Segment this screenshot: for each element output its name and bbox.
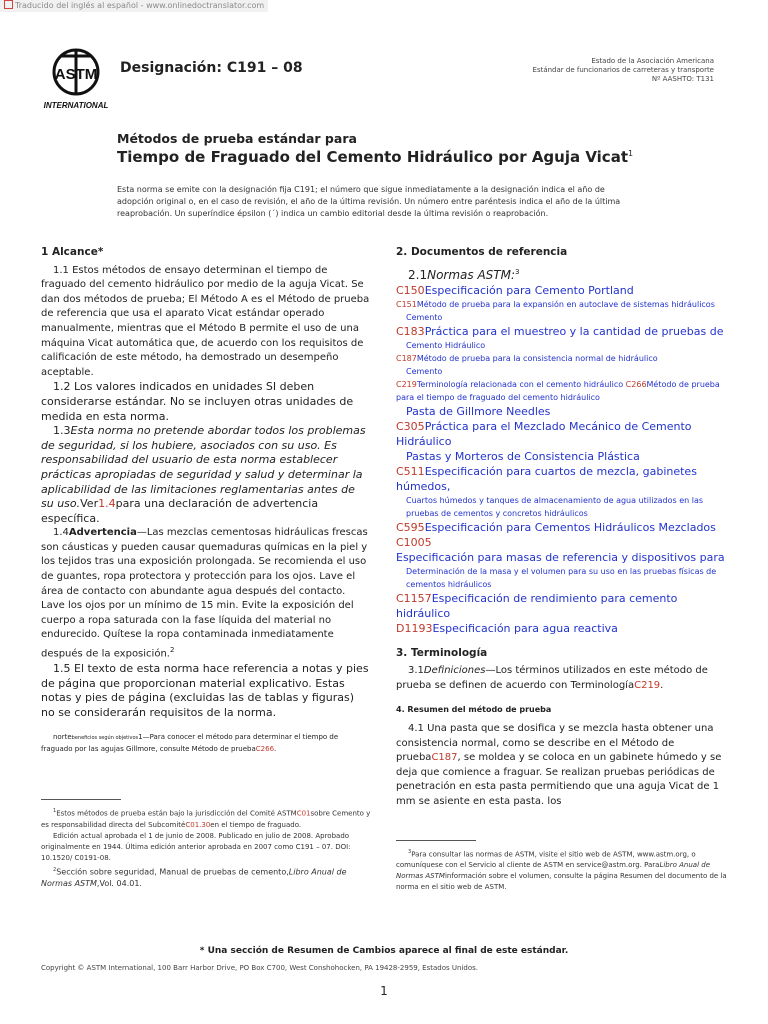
reference-code-link[interactable]: C150 — [396, 283, 425, 297]
reference-item — [396, 404, 732, 419]
page-number: 1 — [380, 984, 388, 998]
reference-title-link[interactable]: Método de prueba para la consistencia normal de hidráulico — [416, 353, 658, 363]
fn3-text-a: Para consultar las normas de ASTM, visite el sitio web de ASTM, www.astm.org, o comuníquese con el Servicio al cliente de ASTM en service@astm.org. Para — [396, 849, 696, 869]
reference-item — [396, 565, 732, 591]
p31-number: 3.1 — [408, 665, 424, 677]
p13-ver: Ver — [80, 497, 99, 511]
reference-title-link[interactable]: Terminología relacionada con el cemento hidráulico — [416, 379, 626, 389]
org-line-3: Nº AASHTO: T131 — [651, 75, 714, 83]
reference-title-link[interactable]: Cuartos húmedos y tanques de almacenamiento de agua utilizados en las pruebas de cementos y concretos hidráulicos — [406, 495, 704, 518]
reference-item — [396, 464, 732, 494]
footnote-rule — [41, 799, 121, 800]
reference-code-link[interactable]: C151 — [396, 299, 417, 309]
p21-footnote-marker: 3 — [515, 267, 520, 276]
p31-end: . — [660, 679, 664, 691]
reference-item — [396, 520, 732, 550]
translate-icon — [4, 0, 13, 9]
p41-text-b: , se moldea y se coloca en un gabinete húmedo y se deja que comience a fraguar. Se realizan pruebas periódicas de penetración en esta pasta permitiendo que una aguja Vicat de 1 mm se asiente en esta pasta. los — [396, 752, 722, 807]
reference-title-link[interactable]: Determinación de la masa y el volumen para su uso en las pruebas físicas de cementos hidráulicos — [406, 566, 717, 589]
link-c187[interactable]: C187 — [431, 752, 458, 764]
designation: Designación: C191 – 08 — [120, 60, 303, 76]
reference-title-link[interactable]: Práctica para el muestreo y la cantidad de pruebas de — [424, 324, 724, 338]
left-column — [41, 245, 371, 890]
reference-item — [396, 591, 732, 621]
reference-title-link[interactable]: Especificación para Cementos Hidráulicos Mezclados — [424, 520, 716, 534]
p14-warning: Advertencia — [68, 527, 137, 539]
org-line-2: Estándar de funcionarios de carreteras y transporte — [532, 66, 714, 74]
reference-item — [396, 365, 732, 378]
reference-list — [396, 283, 732, 636]
fn1-text-b: sobre Cemento y es responsabilidad directa del Subcomité — [41, 809, 371, 829]
paragraph-1-3 — [41, 424, 371, 526]
reference-item — [396, 419, 732, 449]
reference-code-link[interactable]: C183 — [396, 324, 425, 338]
svg-text:ASTM: ASTM — [54, 66, 98, 83]
reference-title-link[interactable]: Cemento — [406, 312, 443, 322]
note-number: 1 — [138, 733, 143, 742]
footnote-3 — [396, 847, 732, 893]
reference-title-link[interactable]: Especificación para agua reactiva — [432, 621, 618, 635]
fn3-marker: 3 — [408, 848, 412, 855]
section-3-heading: 3. Terminología — [396, 646, 488, 659]
link-1-4[interactable]: 1.4 — [98, 497, 116, 511]
p21-italic: Normas ASTM: — [427, 267, 516, 282]
p13-italic: Esta norma no pretende abordar todos los problemas de seguridad, si los hubiere, asociados con su uso. Es responsabilidad del usuario de esta norma establecer prácticas apropiadas de seguridad y salud y determinar la aplicabilidad de las limitaciones reglamentarias antes de su uso. — [41, 424, 366, 511]
p31-text: —Los términos utilizados en este método de prueba se definen de acuerdo con Terminología — [396, 665, 708, 691]
reference-item — [396, 298, 732, 311]
reference-item — [396, 339, 732, 352]
fn2-text-b: ,Vol. 04.01. — [96, 879, 142, 889]
reference-item — [396, 449, 732, 464]
fn1-marker: 1 — [53, 808, 57, 815]
reference-title-link[interactable]: Cemento Hidráulico — [406, 340, 486, 350]
copyright: Copyright © ASTM International, 100 Barr Harbor Drive, PO Box C700, West Conshohocken, PA 19428-2959, Estados Unidos. — [41, 964, 478, 972]
reference-code-link[interactable]: C219 — [396, 379, 417, 389]
fn2-italic: Libro Anual de Normas ASTM — [41, 867, 347, 889]
reference-item — [396, 550, 732, 565]
reference-item — [396, 324, 732, 339]
note-small: beneficios según objetivos — [71, 735, 139, 742]
reference-title-link[interactable]: Especificación de rendimiento para cemento hidráulico — [396, 591, 678, 620]
reference-code-link[interactable]: C266 — [625, 379, 647, 389]
p13-tail: para una declaración de advertencia específica. — [41, 497, 319, 525]
p14-footnote-marker: 2 — [169, 646, 175, 655]
paragraph-3-1 — [396, 664, 732, 693]
title-footnote-marker: 1 — [628, 149, 634, 158]
intro-paragraph: Esta norma se emite con la designación fija C191; el número que sigue inmediatamente a la designación indica el año de adopción original o, en el caso de revisión, el año de la última revisión. Un número entre paréntesis indica el año de la última reaprobación. Un superíndice épsilon (´) indica un cambio editorial desde la última revisión o reaprobación. — [117, 185, 621, 218]
fn3-text-b: información sobre el volumen, consulte la página Resumen del documento de la norma en el sitio web de ASTM. — [396, 871, 727, 891]
fn3-italic: Libro Anual de Normas ASTM — [396, 860, 710, 880]
footnote-rule-right — [396, 840, 476, 841]
link-c01-30[interactable]: C01.30 — [185, 820, 211, 829]
p31-italic: Definiciones — [423, 665, 486, 677]
reference-code-link[interactable]: C1005 — [396, 535, 432, 549]
footnote-1-edition: Edición actual aprobada el 1 de junio de 2008. Publicado en julio de 2008. Aprobado originalmente en 1944. Última edición anterior aprobada en 2007 como C191 – 07. DOI: 10.1520/ C0191-08. — [41, 831, 351, 862]
translator-bar-text: Traducido del inglés al español - www.onlinedoctranslator.com — [15, 1, 265, 10]
section-1-heading: 1 Alcance* — [41, 246, 104, 258]
right-column — [396, 245, 732, 893]
link-c266-note[interactable]: C266 — [255, 745, 275, 754]
reference-code-link[interactable]: D1193 — [396, 621, 433, 635]
p13-number: 1.3 — [53, 424, 71, 438]
reference-title-link[interactable]: Pastas y Morteros de Consistencia Plástica — [406, 449, 640, 463]
footnote-2 — [41, 864, 371, 891]
document-title — [117, 148, 633, 166]
fn2-marker: 2 — [53, 866, 57, 873]
reference-item — [396, 352, 732, 365]
org-line-1: Estado de la Asociación Americana — [591, 57, 714, 65]
paragraph-1-1: 1.1 Estos métodos de ensayo determinan el tiempo de fraguado del cemento hidráulico por medio de la aguja Vicat. Se dan dos métodos de prueba; El Método A es el Método de prueba de referencia que usa el aparato Vicat estándar operado manualmente, mientras que el Método B permite el uso de una máquina Vicat automática que, de acuerdo con los requisitos de calificación de este método, ha demostrado un desempeño aceptable. — [41, 264, 370, 378]
reference-title-link[interactable]: Método de prueba para la expansión en autoclave de sistemas hidráulicos — [416, 299, 715, 309]
paragraph-1-2: 1.2 Los valores indicados en unidades SI deben considerarse estándar. No se incluyen otras unidades de medida en esta norma. — [41, 380, 354, 423]
reference-item — [396, 311, 732, 324]
reference-code-link[interactable]: C305 — [396, 419, 425, 433]
reference-title-link[interactable]: Método de prueba para el tiempo de fraguado del cemento hidráulico — [396, 379, 720, 402]
note-end: . — [274, 745, 277, 754]
reference-code-link[interactable]: C1157 — [396, 591, 432, 605]
reference-title-link[interactable]: Especificación para Cemento Portland — [424, 283, 634, 297]
fn1-text-a: Estos métodos de prueba están bajo la jurisdicción del Comité ASTM — [56, 809, 297, 818]
reference-title-link[interactable]: Cemento — [406, 366, 443, 376]
p14-number: 1.4 — [53, 527, 69, 539]
paragraph-4-1 — [396, 722, 732, 810]
link-c01[interactable]: C01 — [296, 809, 311, 818]
reference-code-link[interactable]: C187 — [396, 353, 417, 363]
reference-item — [396, 621, 732, 636]
reference-title-link[interactable]: Pasta de Gillmore Needles — [406, 404, 551, 418]
section-2-heading: 2. Documentos de referencia — [396, 246, 568, 258]
translator-bar[interactable] — [0, 0, 268, 12]
note-label: norte — [53, 733, 72, 742]
reference-item — [396, 494, 732, 520]
p41-text-a: 4.1 Una pasta que se dosifica y se mezcla hasta obtener una consistencia normal, como se describe en el Método de prueba — [396, 722, 714, 764]
astm-logo — [42, 46, 110, 110]
reference-code-link[interactable]: C511 — [396, 464, 425, 478]
reference-title-link[interactable]: Especificación para cuartos de mezcla, gabinetes húmedos, — [396, 464, 697, 493]
paragraph-2-1 — [396, 264, 732, 283]
reference-item — [396, 283, 732, 298]
document-subtitle: Métodos de prueba estándar para — [117, 131, 357, 146]
summary-of-changes-note: * Una sección de Resumen de Cambios aparece al final de este estándar. — [199, 946, 569, 956]
fn2-text-a: Sección sobre seguridad, Manual de pruebas de cemento, — [56, 867, 289, 877]
paragraph-1-4 — [41, 526, 371, 662]
link-c219-terminology[interactable]: C219 — [634, 679, 661, 691]
paragraph-1-5: 1.5 El texto de esta norma hace referencia a notas y pies de página que proporcionan material explicativo. Estas notas y pies de página (excluidas las de tablas y figuras) no se considerarán requisitos de la norma. — [41, 661, 369, 719]
fn1-text-c: en el tiempo de fraguado. — [210, 820, 302, 829]
reference-item — [396, 378, 732, 404]
note-1 — [41, 732, 371, 755]
p14-text: —Las mezclas cementosas hidráulicas frescas son cáusticas y pueden causar quemaduras químicas en la piel y los tejidos tras una exposición prolongada. Se recomienda el uso de guantes, ropa protectora y protección para los ojos. Lave el área de contacto con abundante agua después del contacto. Lave los ojos por un mínimo de 15 min. Evite la exposición del cuerpo a ropa saturada con la fase líquida del material no endurecido. Quítese la ropa contaminada inmediatamente después de la exposición. — [41, 527, 368, 660]
footnote-1 — [41, 806, 371, 830]
reference-code-link[interactable]: C595 — [396, 520, 425, 534]
title-text: Tiempo de Fraguado del Cemento Hidráulico por Aguja Vicat — [117, 148, 628, 166]
organization-block — [533, 57, 714, 84]
reference-title-link[interactable]: Práctica para el Mezclado Mecánico de Cemento Hidráulico — [396, 419, 692, 448]
p21-number: 2.1 — [408, 267, 428, 282]
section-4-heading: 4. Resumen del método de prueba — [396, 705, 552, 715]
reference-title-link[interactable]: Especificación para masas de referencia y dispositivos para — [396, 550, 725, 564]
note-text: —Para conocer el método para determinar el tiempo de fraguado por las agujas Gillmore, consulte Método de prueba — [41, 733, 339, 754]
svg-text:INTERNATIONAL: INTERNATIONAL — [43, 101, 109, 110]
